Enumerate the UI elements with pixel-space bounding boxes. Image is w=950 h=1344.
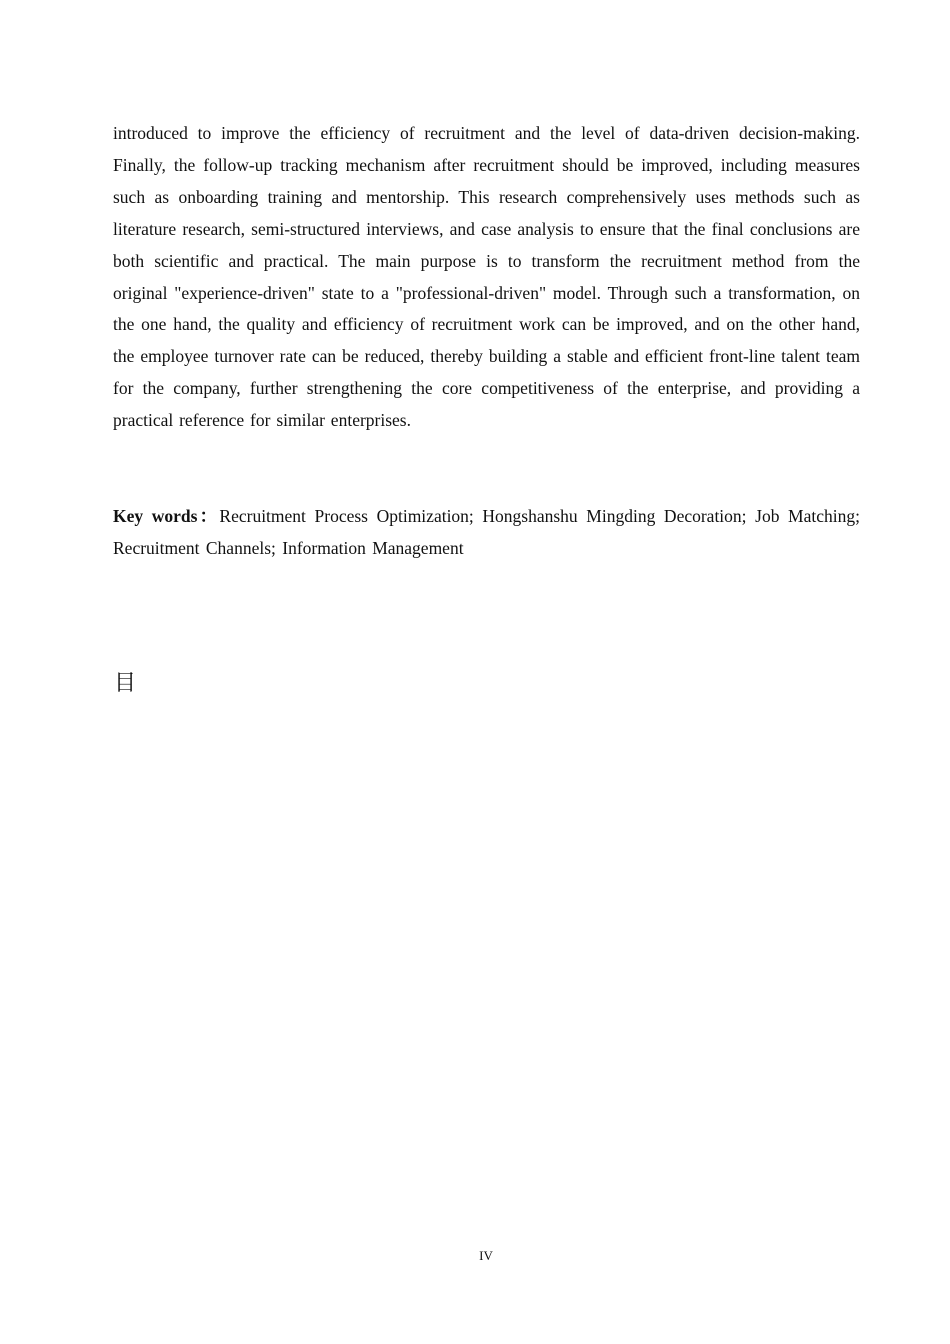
page-number: IV (479, 1248, 493, 1263)
keywords-label: Key words (113, 506, 198, 526)
keywords-list: Recruitment Process Optimization; Hongshanshu Mingding Decoration; Job Matching; Recruitment Channels; Information Management (113, 506, 860, 558)
abstract-paragraph: introduced to improve the efficiency of recruitment and the level of data-driven decision-making. Finally, the follow-up tracking mechanism after recruitment should be improved, including measures such as onboarding training and mentorship. This research comprehensively uses methods such as literature research, semi-structured interviews, and case analysis to ensure that the final conclusions are both scientific and practical. The main purpose is to transform the recruitment method from the original "experience-driven" state to a "professional-driven" model. Through such a transformation, on the one hand, the quality and efficiency of recruitment work can be improved, and on the other hand, the employee turnover rate can be reduced, thereby building a stable and efficient front-line talent team for the company, further strengthening the core competitiveness of the enterprise, and providing a practical reference for similar enterprises. (113, 123, 860, 431)
keywords-paragraph (113, 501, 860, 565)
keywords-separator: ： (197, 506, 220, 526)
toc-heading-fragment: 目 (114, 671, 137, 696)
